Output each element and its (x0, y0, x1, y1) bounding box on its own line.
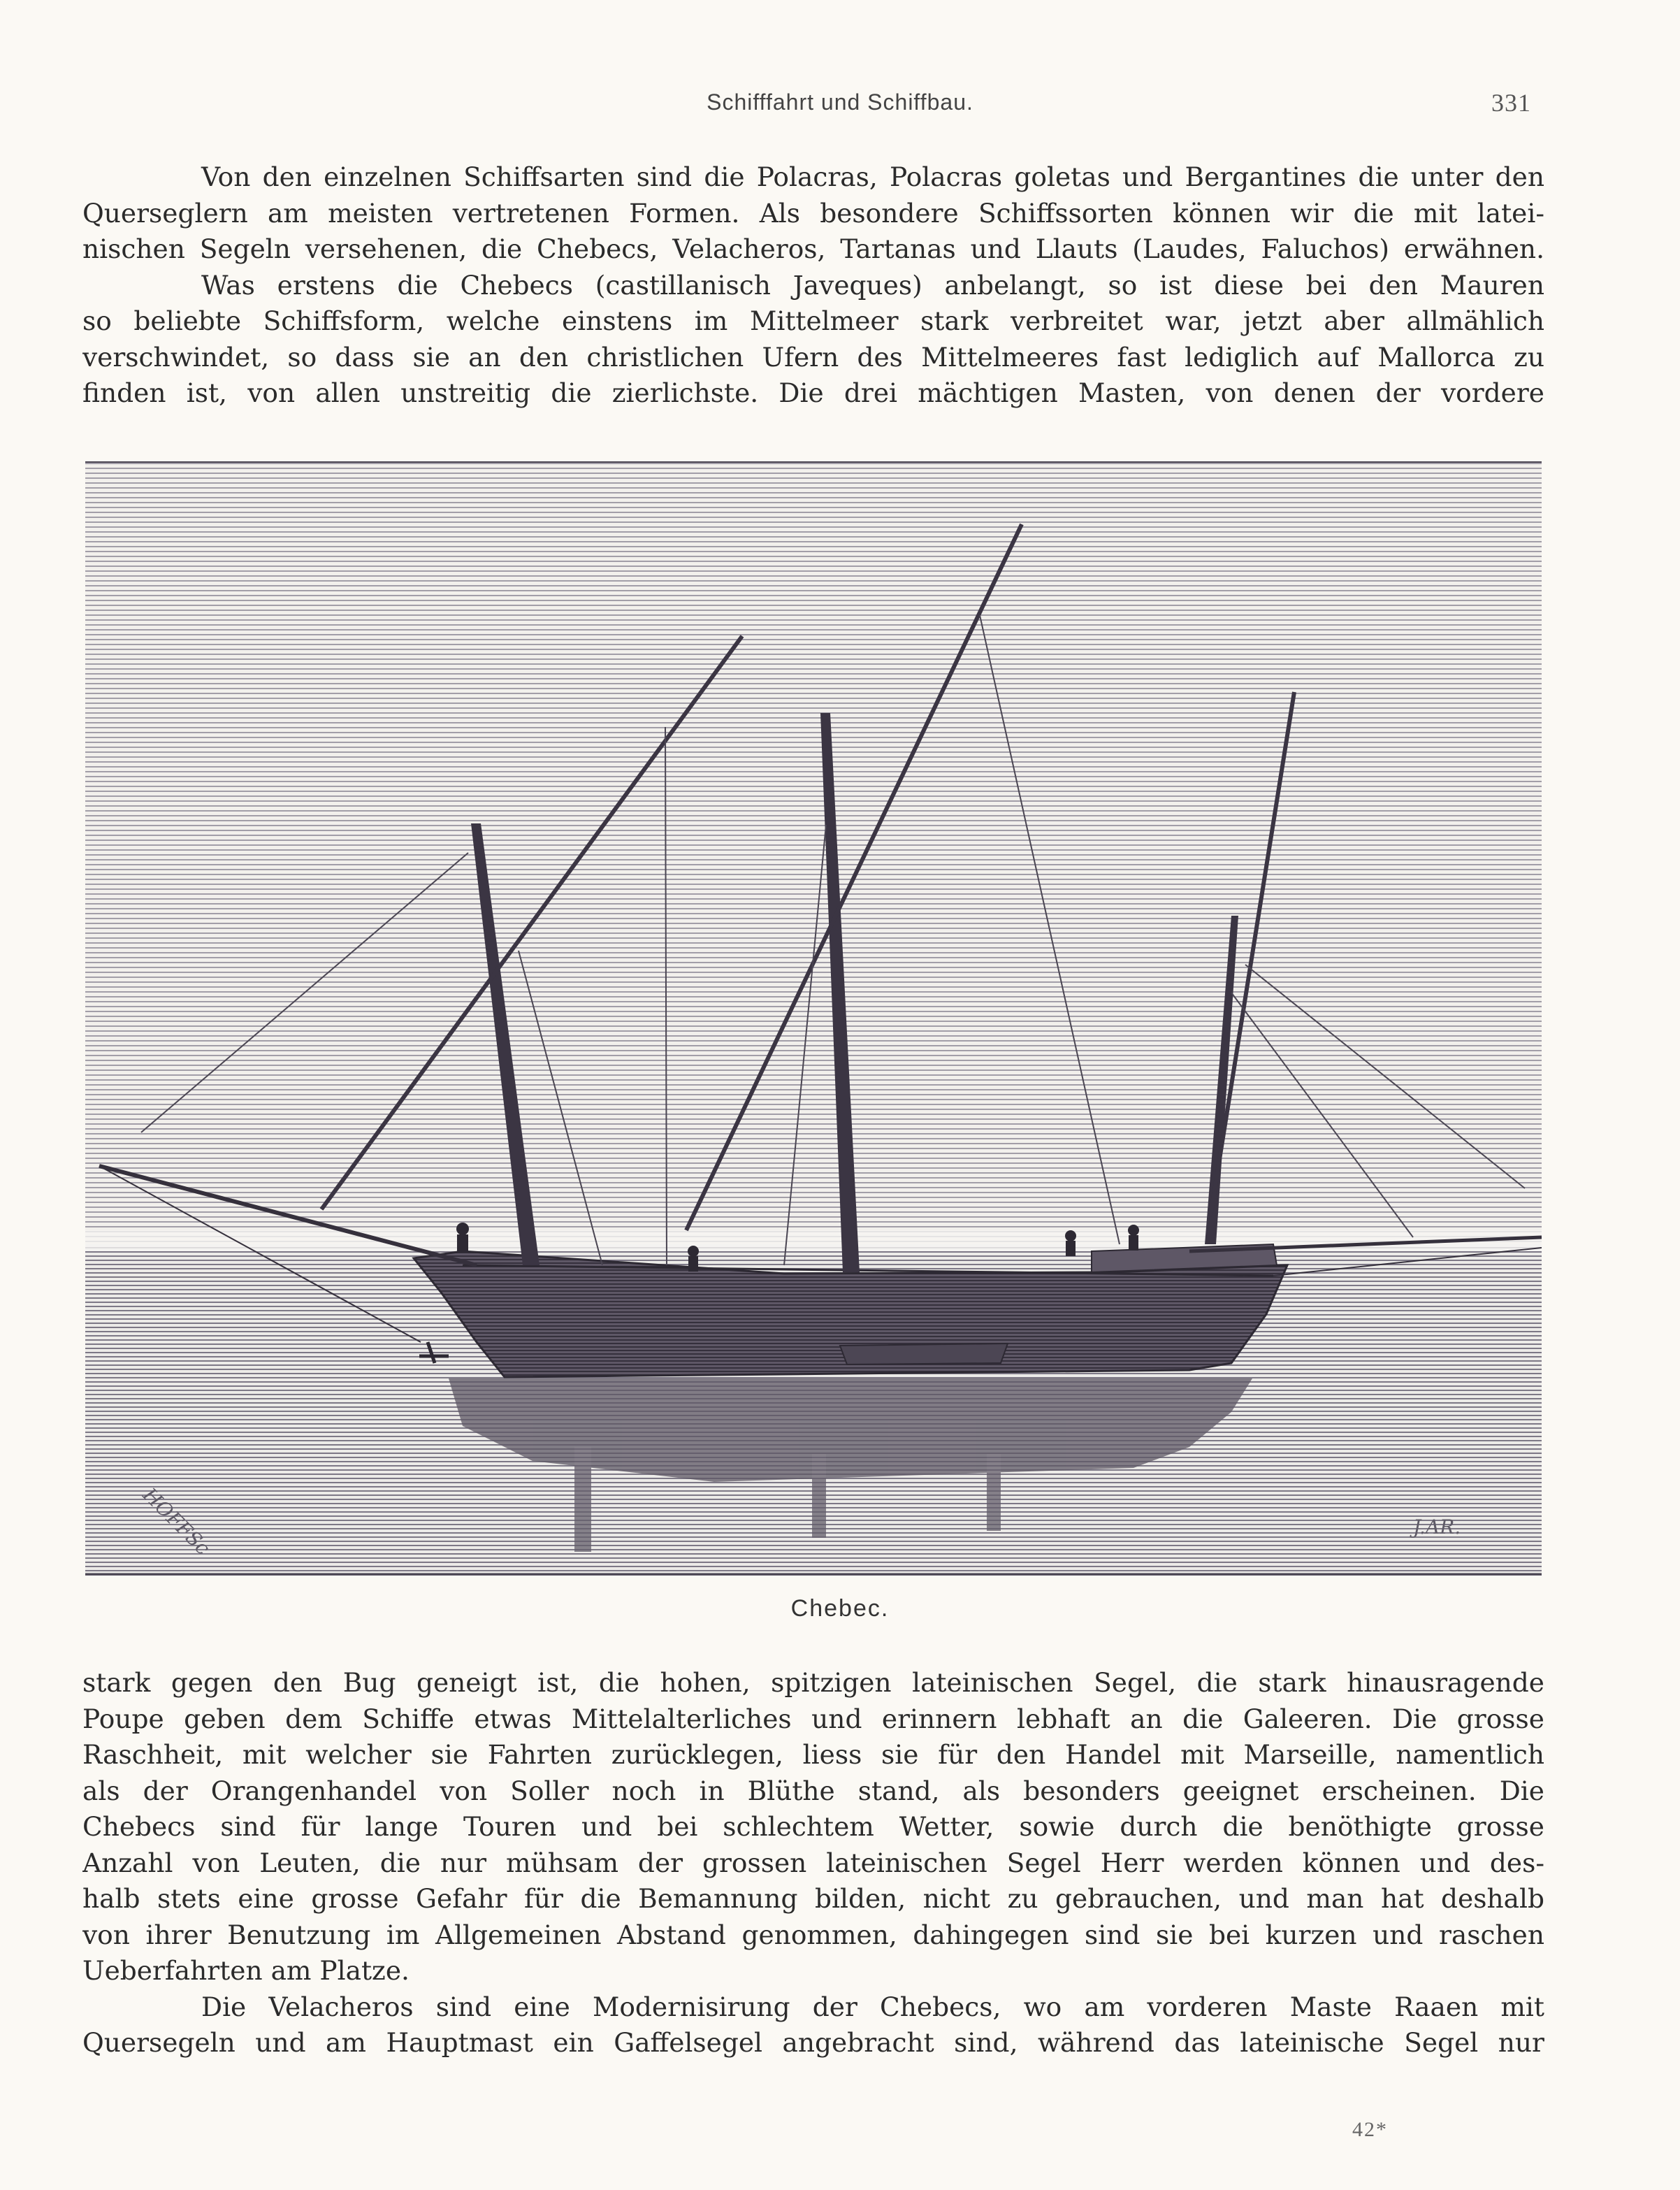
horizon-haze (85, 1230, 1542, 1251)
paragraph-chebecs-intro (82, 268, 1544, 412)
text-line: verschwindet, so dass sie an den christlichen Ufern des Mittelmeeres fast lediglich auf Mallorca zu (82, 341, 1544, 373)
text-line: Chebecs sind für lange Touren und bei schlechtem Wetter, sowie durch die benöthigte grosse (82, 1811, 1544, 1842)
bottom-text-block (82, 1665, 1544, 2061)
text-line: Querseglern am meisten vertretenen Formen. Als besondere Schiffssorten können wir die mit latei- (82, 197, 1544, 229)
text-line: Was erstens die Chebecs (castillanisch Javeques) anbelangt, so ist diese bei den Mauren (201, 269, 1544, 301)
paragraph-ship-types (82, 159, 1544, 268)
text-line: von ihrer Benutzung im Allgemeinen Abstand genommen, dahingegen sind sie bei kurzen und raschen (82, 1919, 1544, 1950)
top-text-block (82, 159, 1544, 412)
text-line: Raschheit, mit welcher sie Fahrten zurücklegen, liess sie für den Handel mit Marseille, namentlich (82, 1739, 1544, 1770)
text-line: Quersegeln und am Hauptmast ein Gaffelsegel angebracht sind, während das lateinische Segel nur (82, 2027, 1544, 2058)
text-line: finden ist, von allen unstreitig die zierlichste. Die drei mächtigen Masten, von denen der vordere (82, 377, 1544, 408)
chebec-engraving (85, 461, 1542, 1576)
engraver-signature-left: HOFFSc (138, 1483, 215, 1559)
text-line: nischen Segeln versehenen, die Chebecs, Velacheros, Tartanas und Llauts (Laudes, Faluchos) erwähnen. (82, 233, 1544, 264)
text-line: Ueberfahrten am Platze. (82, 1955, 410, 1986)
running-head-title: Schifffahrt und Schiffbau. (707, 89, 973, 115)
paragraph-chebecs-description (82, 1665, 1544, 1989)
artist-signature-right: J.AR. (1413, 1515, 1461, 1539)
text-line: Von den einzelnen Schiffsarten sind die Polacras, Polacras goletas und Bergantines die unter den (201, 161, 1544, 192)
text-line: stark gegen den Bug geneigt ist, die hohen, spitzigen lateinischen Segel, die stark hinausragende (82, 1667, 1544, 1698)
text-line: Die Velacheros sind eine Modernisirung der Chebecs, wo am vorderen Maste Raaen mit (201, 1991, 1544, 2022)
text-line: halb stets eine grosse Gefahr für die Bemannung bilden, nicht zu gebrauchen, und man hat deshalb (82, 1883, 1544, 1914)
text-line: Anzahl von Leuten, die nur mühsam der grossen lateinischen Segel Herr werden können und des- (82, 1847, 1544, 1878)
page-number: 331 (1491, 89, 1531, 117)
signature-mark: 42* (1352, 2118, 1388, 2141)
text-line: so beliebte Schiffsform, welche einstens im Mittelmeer stark verbreitet war, jetzt aber allmählich (82, 305, 1544, 336)
text-line: Poupe geben dem Schiffe etwas Mittelalterliches und erinnern lebhaft an die Galeeren. Die grosse (82, 1703, 1544, 1734)
text-line: als der Orangenhandel von Soller noch in Blüthe stand, als besonders geeignet erscheinen. Die (82, 1775, 1544, 1806)
figure-caption: Chebec. (790, 1595, 890, 1622)
running-head (0, 89, 1680, 131)
paragraph-velacheros (82, 1989, 1544, 2061)
engraving-illustration (85, 461, 1542, 1576)
